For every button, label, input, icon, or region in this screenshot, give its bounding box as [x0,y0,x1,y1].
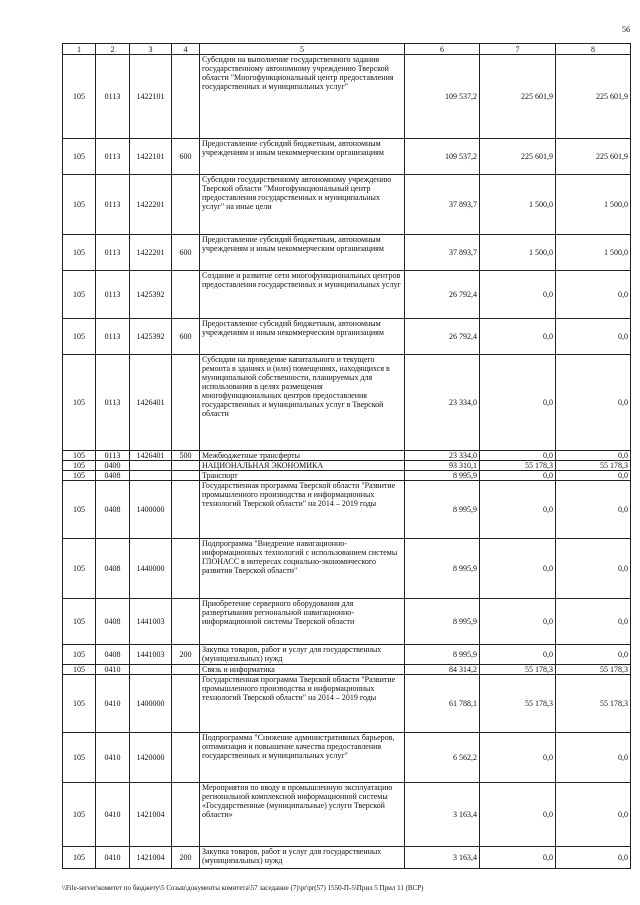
code-section-cell: 0410 [96,847,130,869]
code-admin-cell: 105 [63,847,96,869]
code-admin-cell: 105 [63,645,96,665]
description-cell: Транспорт [200,471,405,481]
table-row [63,235,631,271]
amount-year-3-cell: 55 178,3 [556,665,631,675]
code-section-cell: 0113 [96,271,130,319]
code-expense-type-cell: 600 [172,139,200,175]
table-row [63,645,631,665]
description-cell: Субсидии государственному автономному учреждению Тверской области "Многофункциональный центр предоставления государственных и муниципальных услуг" на иные цели [200,175,405,235]
code-admin-cell: 105 [63,139,96,175]
amount-year-3-cell: 0,0 [556,539,631,599]
amount-year-3-cell: 0,0 [556,471,631,481]
amount-year-3-cell: 1 500,0 [556,235,631,271]
code-section-cell: 0408 [96,539,130,599]
amount-year-2-cell: 0,0 [480,539,556,599]
code-target-cell: 1426401 [130,451,172,461]
code-section-cell: 0113 [96,451,130,461]
code-target-cell: 1441003 [130,645,172,665]
code-section-cell: 0408 [96,471,130,481]
code-admin-cell: 105 [63,783,96,847]
description-cell: Государственная программа Тверской области "Развитие промышленного производства и информационных технологий Тверской области" на 2014 – 2019 годы [200,675,405,733]
amount-year-1-cell: 23 334,0 [405,451,480,461]
column-header: 6 [405,44,480,55]
code-expense-type-cell [172,783,200,847]
amount-year-2-cell: 55 178,3 [480,675,556,733]
code-admin-cell: 105 [63,319,96,355]
code-section-cell: 0113 [96,235,130,271]
code-expense-type-cell [172,665,200,675]
code-target-cell: 1426401 [130,355,172,451]
amount-year-2-cell: 0,0 [480,733,556,783]
code-expense-type-cell [172,733,200,783]
amount-year-1-cell: 23 334,0 [405,355,480,451]
table-row [63,539,631,599]
table-row [63,471,631,481]
description-cell: НАЦИОНАЛЬНАЯ ЭКОНОМИКА [200,461,405,471]
table-row [63,847,631,869]
table-row [63,733,631,783]
amount-year-2-cell: 225 601,9 [480,55,556,139]
amount-year-3-cell: 225 601,9 [556,139,631,175]
amount-year-1-cell: 3 163,4 [405,847,480,869]
code-section-cell: 0410 [96,675,130,733]
code-target-cell: 1425392 [130,319,172,355]
table-row [63,451,631,461]
code-target-cell: 1421004 [130,783,172,847]
code-target-cell: 1422201 [130,175,172,235]
code-admin-cell: 105 [63,235,96,271]
description-cell: Подпрограмма "Внедрение навигационно-информационных технологий с использованием системы ГЛОНАСС в интересах социально-экономического развития Тверской области" [200,539,405,599]
column-header: 1 [63,44,96,55]
amount-year-1-cell: 8 995,9 [405,599,480,645]
code-admin-cell: 105 [63,539,96,599]
amount-year-2-cell: 225 601,9 [480,139,556,175]
amount-year-2-cell: 55 178,3 [480,461,556,471]
page-number: 56 [622,25,630,34]
column-header: 7 [480,44,556,55]
code-target-cell: 1422101 [130,55,172,139]
code-section-cell: 0410 [96,733,130,783]
column-header: 3 [130,44,172,55]
amount-year-2-cell: 0,0 [480,355,556,451]
code-section-cell: 0113 [96,139,130,175]
amount-year-1-cell: 93 310,1 [405,461,480,471]
description-cell: Подпрограмма "Снижение административных барьеров, оптимизация и повышение качества предоставления государственных и муниципальных услуг" [200,733,405,783]
code-section-cell: 0408 [96,645,130,665]
footer-file-path: \\File-server\комитет по бюджету\5 Созыв\документы комитета\57 заседание (7)\pr\pr(57) 1550-П-5\Прил 5 Прил 11 (ВСР) [62,884,424,892]
table-row [63,599,631,645]
amount-year-3-cell: 55 178,3 [556,461,631,471]
amount-year-3-cell: 0,0 [556,599,631,645]
column-header: 4 [172,44,200,55]
amount-year-3-cell: 225 601,9 [556,55,631,139]
table-row [63,665,631,675]
code-expense-type-cell [172,175,200,235]
code-admin-cell: 105 [63,675,96,733]
code-expense-type-cell: 600 [172,319,200,355]
description-cell: Создание и развитие сети многофункциональных центров предоставления государственных и муниципальных услуг [200,271,405,319]
description-cell: Межбюджетные трансферты [200,451,405,461]
code-expense-type-cell [172,271,200,319]
amount-year-2-cell: 0,0 [480,645,556,665]
code-section-cell: 0408 [96,481,130,539]
amount-year-3-cell: 0,0 [556,481,631,539]
code-section-cell: 0410 [96,783,130,847]
code-target-cell: 1441003 [130,599,172,645]
code-expense-type-cell [172,355,200,451]
table-row [63,461,631,471]
code-expense-type-cell: 600 [172,235,200,271]
table-row [63,355,631,451]
amount-year-2-cell: 0,0 [480,847,556,869]
code-expense-type-cell [172,55,200,139]
budget-table [62,43,631,869]
code-target-cell: 1422201 [130,235,172,271]
amount-year-2-cell: 0,0 [480,319,556,355]
amount-year-1-cell: 109 537,2 [405,55,480,139]
code-expense-type-cell [172,675,200,733]
code-target-cell: 1421004 [130,847,172,869]
code-expense-type-cell [172,599,200,645]
code-section-cell: 0113 [96,175,130,235]
amount-year-1-cell: 8 995,9 [405,471,480,481]
column-header: 2 [96,44,130,55]
amount-year-2-cell: 0,0 [480,599,556,645]
amount-year-3-cell: 0,0 [556,645,631,665]
amount-year-1-cell: 6 562,2 [405,733,480,783]
table-row [63,319,631,355]
code-target-cell: 1425392 [130,271,172,319]
code-section-cell: 0400 [96,461,130,471]
description-cell: Предоставление субсидий бюджетным, автономным учреждениям и иным некоммерческим организациям [200,235,405,271]
amount-year-1-cell: 37 893,7 [405,235,480,271]
amount-year-2-cell: 0,0 [480,471,556,481]
code-expense-type-cell [172,539,200,599]
amount-year-1-cell: 26 792,4 [405,271,480,319]
table-row [63,55,631,139]
code-section-cell: 0113 [96,319,130,355]
amount-year-3-cell: 0,0 [556,355,631,451]
description-cell: Мероприятия по вводу в промышленную эксплуатацию региональной комплексной информационной системы «Государственные (муниципальные) услуги Тверской области» [200,783,405,847]
amount-year-3-cell: 0,0 [556,847,631,869]
description-cell: Предоставление субсидий бюджетным, автономным учреждениям и иным некоммерческим организациям [200,319,405,355]
column-header: 8 [556,44,631,55]
amount-year-1-cell: 8 995,9 [405,481,480,539]
amount-year-1-cell: 61 788,1 [405,675,480,733]
header-row [63,44,631,55]
amount-year-1-cell: 8 995,9 [405,539,480,599]
description-cell: Субсидии на выполнение государственного задания государственному автономному учреждению Тверской области "Многофункциональный центр предоставления государственных и муниципальных услуг" [200,55,405,139]
amount-year-1-cell: 3 163,4 [405,783,480,847]
code-target-cell: 1400000 [130,481,172,539]
description-cell: Предоставление субсидий бюджетным, автономным учреждениям и иным некоммерческим организациям [200,139,405,175]
description-cell: Связь и информатика [200,665,405,675]
code-expense-type-cell [172,481,200,539]
code-target-cell: 1440000 [130,539,172,599]
code-admin-cell: 105 [63,665,96,675]
amount-year-3-cell: 0,0 [556,319,631,355]
amount-year-1-cell: 8 995,9 [405,645,480,665]
table-row [63,481,631,539]
code-section-cell: 0410 [96,665,130,675]
code-admin-cell: 105 [63,471,96,481]
code-admin-cell: 105 [63,461,96,471]
code-section-cell: 0113 [96,355,130,451]
description-cell: Государственная программа Тверской области "Развитие промышленного производства и информационных технологий Тверской области" на 2014 – 2019 годы [200,481,405,539]
code-admin-cell: 105 [63,733,96,783]
table-row [63,783,631,847]
amount-year-1-cell: 84 314,2 [405,665,480,675]
amount-year-2-cell: 1 500,0 [480,175,556,235]
amount-year-3-cell: 55 178,3 [556,675,631,733]
table-row [63,271,631,319]
description-cell: Приобретение серверного оборудования для развертывания региональной навигационно-информационной системы Тверской области [200,599,405,645]
code-admin-cell: 105 [63,599,96,645]
table-row [63,175,631,235]
amount-year-2-cell: 0,0 [480,783,556,847]
code-expense-type-cell: 200 [172,847,200,869]
code-expense-type-cell [172,461,200,471]
description-cell: Субсидии на проведение капитального и текущего ремонта в зданиях и (или) помещениях, находящихся в муниципальной собственности, планируемых для использования в целях размещения многофункциональных центров предоставления государственных и муниципальных услуг в Тверской области [200,355,405,451]
code-admin-cell: 105 [63,55,96,139]
amount-year-1-cell: 26 792,4 [405,319,480,355]
amount-year-3-cell: 0,0 [556,733,631,783]
code-target-cell [130,665,172,675]
amount-year-2-cell: 55 178,3 [480,665,556,675]
amount-year-2-cell: 1 500,0 [480,235,556,271]
amount-year-2-cell: 0,0 [480,271,556,319]
amount-year-3-cell: 1 500,0 [556,175,631,235]
code-admin-cell: 105 [63,175,96,235]
code-target-cell [130,471,172,481]
amount-year-1-cell: 109 537,2 [405,139,480,175]
code-target-cell: 1420000 [130,733,172,783]
code-admin-cell: 105 [63,271,96,319]
code-section-cell: 0113 [96,55,130,139]
column-header: 5 [200,44,405,55]
code-target-cell [130,461,172,471]
code-admin-cell: 105 [63,451,96,461]
code-admin-cell: 105 [63,355,96,451]
amount-year-2-cell: 0,0 [480,451,556,461]
code-expense-type-cell: 500 [172,451,200,461]
code-target-cell: 1422101 [130,139,172,175]
amount-year-3-cell: 0,0 [556,783,631,847]
code-expense-type-cell [172,471,200,481]
table-row [63,139,631,175]
description-cell: Закупка товаров, работ и услуг для государственных (муниципальных) нужд [200,847,405,869]
amount-year-3-cell: 0,0 [556,271,631,319]
amount-year-3-cell: 0,0 [556,451,631,461]
code-admin-cell: 105 [63,481,96,539]
code-section-cell: 0408 [96,599,130,645]
table-row [63,675,631,733]
code-expense-type-cell: 200 [172,645,200,665]
description-cell: Закупка товаров, работ и услуг для государственных (муниципальных) нужд [200,645,405,665]
amount-year-1-cell: 37 893,7 [405,175,480,235]
amount-year-2-cell: 0,0 [480,481,556,539]
code-target-cell: 1400000 [130,675,172,733]
